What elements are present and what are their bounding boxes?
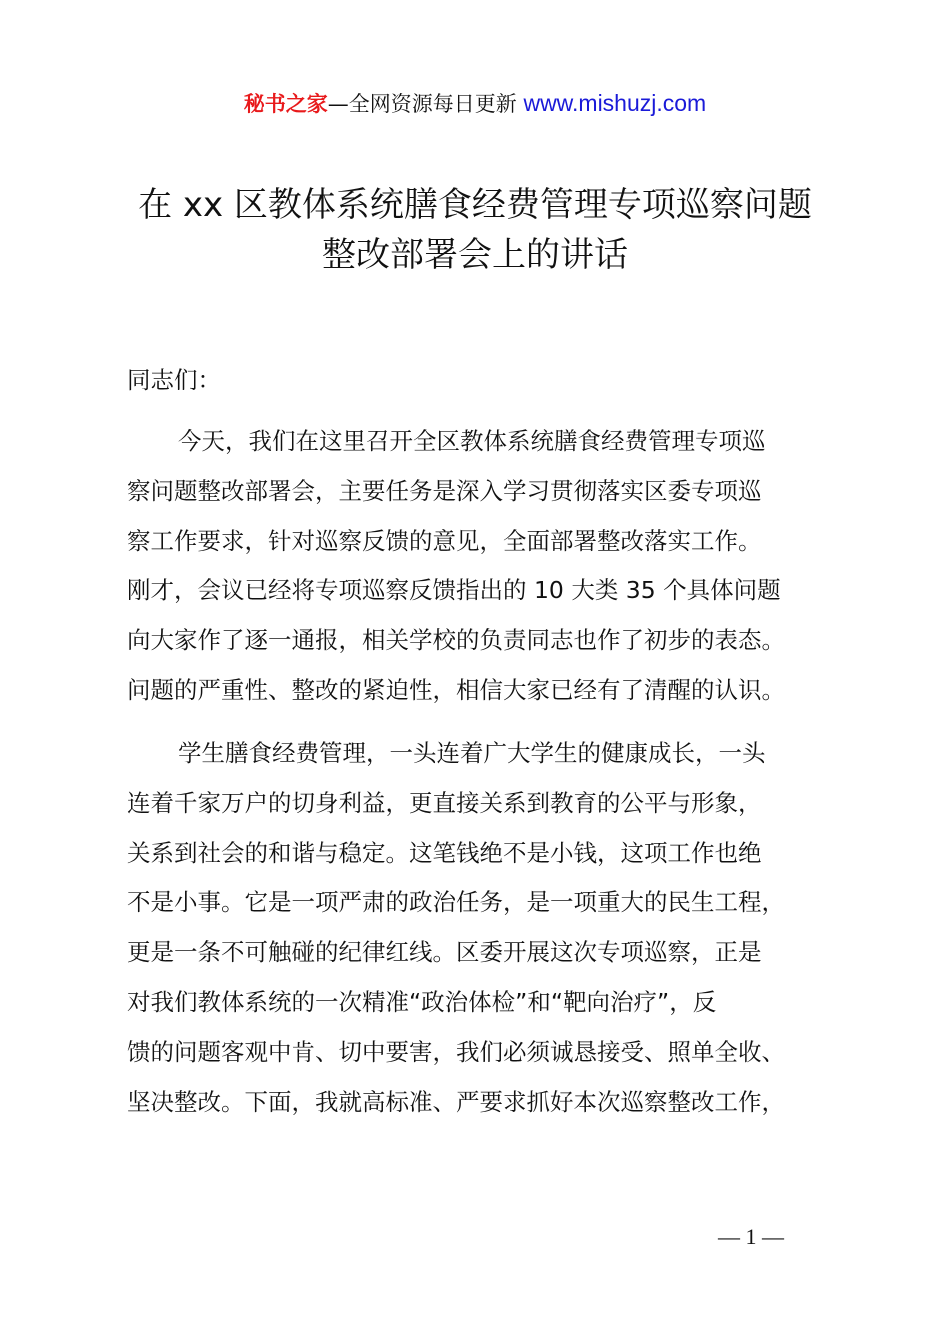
header-tagline: —全网资源每日更新 (327, 92, 524, 116)
site-url[interactable]: www.mishuzj.com (523, 90, 707, 116)
document-title (0, 180, 950, 280)
text-line: 向大家作了逐一通报，相关学校的负责同志也作了初步的表态。 (127, 626, 785, 655)
paragraph-2 (127, 729, 867, 1127)
brand-name: 秘书之家 (243, 92, 328, 116)
title-line: 整改部署会上的讲话 (322, 235, 628, 275)
site-header (0, 88, 950, 118)
text-line: 学生膳食经费管理，一头连着广大学生的健康成长，一头 (178, 739, 766, 767)
text-line: 连着千家万户的切身利益，更直接关系到教育的公平与形象， (127, 788, 762, 817)
text-line: 对我们教体系统的一次精准“政治体检”和“靶向治疗”，反 (127, 987, 717, 1016)
text-line: 问题的严重性、整改的紧迫性，相信大家已经有了清醒的认识。 (127, 675, 785, 704)
text-line: 今天，我们在这里召开全区教体系统膳食经费管理专项巡 (178, 427, 766, 455)
page-number: — 1 — (718, 1224, 784, 1249)
title-line: 在 xx 区教体系统膳食经费管理专项巡察问题 (138, 185, 812, 225)
text-line: 不是小事。它是一项严肃的政治任务，是一项重大的民生工程， (127, 888, 785, 917)
paragraph-1 (127, 417, 867, 716)
greeting: 同志们： (127, 366, 221, 394)
text-line: 察问题整改部署会，主要任务是深入学习贯彻落实区委专项巡 (127, 476, 762, 505)
text-line: 刚才，会议已经将专项巡察反馈指出的 10 大类 35 个具体问题 (127, 576, 781, 605)
text-line: 馈的问题客观中肯、切中要害，我们必须诚恳接受、照单全收、 (127, 1037, 785, 1066)
text-line: 关系到社会的和谐与稳定。这笔钱绝不是小钱，这项工作也绝 (127, 838, 762, 867)
text-line: 坚决整改。下面，我就高标准、严要求抓好本次巡察整改工作， (127, 1087, 785, 1116)
text-line: 更是一条不可触碰的纪律红线。区委开展这次专项巡察，正是 (127, 938, 762, 967)
text-line: 察工作要求，针对巡察反馈的意见，全面部署整改落实工作。 (127, 526, 762, 555)
